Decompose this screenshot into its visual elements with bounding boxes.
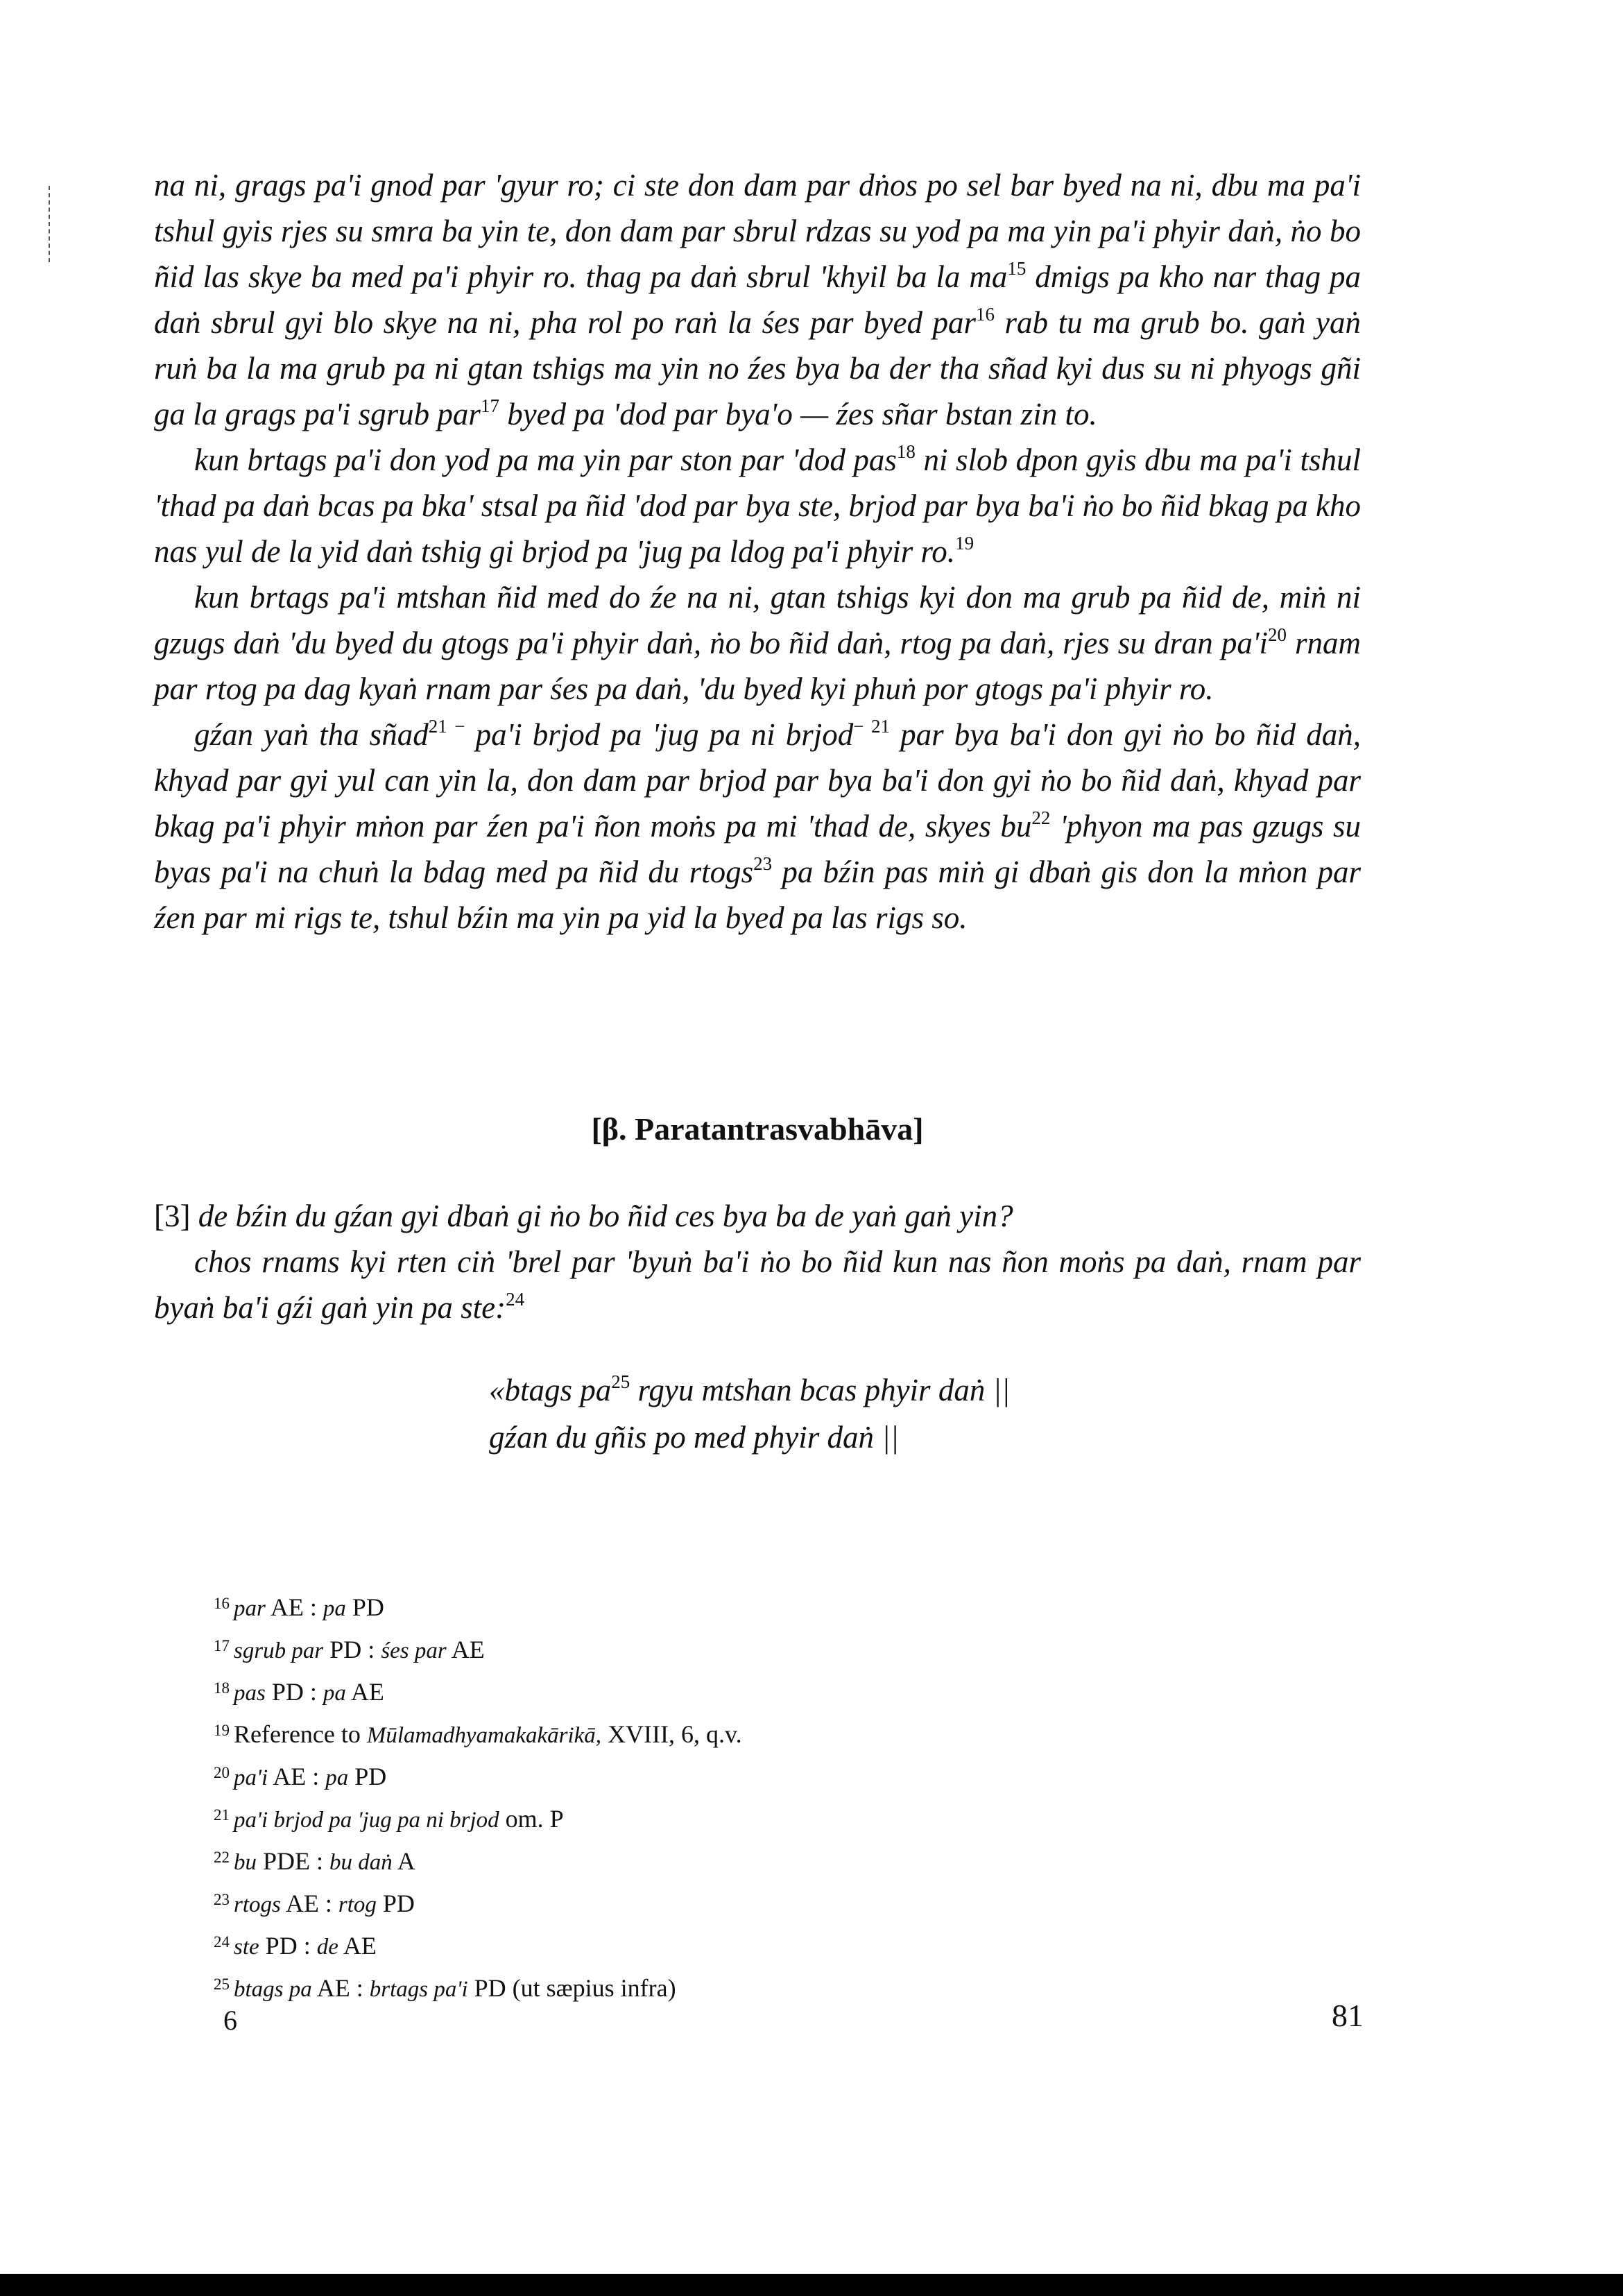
footnote-ref-15: 15 — [1007, 258, 1027, 279]
footnote-number: 25 — [214, 1976, 230, 1993]
footnote-italic-text: pas — [234, 1681, 266, 1706]
footnote-text: AE : — [268, 1763, 326, 1790]
p1-seg-2: dmigs pa kho nar thag pa daṅ sbrul gyi blo skye na ni, pha rol po raṅ la śes par byed par — [154, 259, 1362, 340]
footnote-number: 20 — [214, 1764, 230, 1781]
footnote-ref-22: 22 — [1031, 807, 1051, 828]
p4-seg-0: gźan yaṅ tha sñad — [194, 717, 429, 752]
footnote-text: PD (ut sæpius infra) — [467, 1974, 676, 2002]
paragraph-3 — [154, 574, 1361, 712]
p3-seg-0: kun brtags pa'i mtshan ñid med do źe na ni, gtan tshigs kyi don ma grub pa ñid de, miṅ ni gzugs daṅ 'du byed du gtogs pa'i phyir daṅ, ṅo bo ñid daṅ, rtog pa daṅ, rjes su dran pa'i — [154, 580, 1361, 660]
footnote-italic-text: śes par — [381, 1638, 447, 1663]
footnote-ref-25: 25 — [611, 1371, 630, 1392]
footnote-ref-21-start: 21 − — [428, 716, 465, 737]
section-p1-text: de bźin du gźan gyi dbaṅ gi ṅo bo ñid ces bya ba de yaṅ gaṅ yin? — [198, 1199, 1013, 1233]
footnote-italic-text: de — [316, 1935, 338, 1960]
footnote-text: AE — [446, 1636, 485, 1663]
footnote-22 — [214, 1839, 1323, 1881]
p1-seg-6: byed pa 'dod par bya'o — źes sñar bstan zin to. — [499, 397, 1097, 431]
footnote-italic-text: btags pa — [234, 1977, 312, 2002]
footnote-ref-16: 16 — [976, 304, 995, 325]
footnote-text: AE — [345, 1678, 384, 1706]
verse-line-1-a: «btags pa — [489, 1373, 612, 1407]
scan-border — [0, 2274, 1623, 2296]
margin-pencil-mark — [49, 186, 52, 262]
section-body — [154, 1193, 1361, 1330]
footnote-ref-17: 17 — [480, 395, 499, 416]
footnote-italic-text: bu — [234, 1850, 257, 1875]
verse-line-1 — [489, 1367, 1321, 1414]
footnotes — [214, 1585, 1323, 2008]
section-p2-text: chos rnams kyi rten ciṅ 'brel par 'byuṅ ba'i ṅo bo ñid kun nas ñon moṅs pa daṅ, rnam par byaṅ ba'i gźi gaṅ yin pa ste: — [154, 1244, 1361, 1325]
p1-seg-4: rab tu ma grub bo. gaṅ yaṅ ruṅ ba la ma grub pa ni gtan tshigs ma yin no źes bya ba der tha sñad kyi dus su ni phyogs gñi ga la grags pa'i sgrub par — [154, 305, 1361, 431]
footnote-text: PD : — [259, 1932, 317, 1960]
footnote-number: 24 — [214, 1933, 230, 1951]
paragraph-4 — [154, 712, 1361, 941]
section-paragraph-1 — [154, 1193, 1361, 1239]
main-text — [154, 162, 1361, 941]
footnote-text: AE : — [311, 1974, 370, 2002]
paragraph-2 — [154, 437, 1361, 574]
footnote-ref-23: 23 — [753, 853, 773, 874]
footnote-text: om. P — [499, 1805, 564, 1833]
p4-seg-2: pa'i brjod pa 'jug pa ni brjod — [465, 717, 854, 752]
p3-seg-2: rnam par rtog pa dag kyaṅ rnam par śes pa daṅ, 'du byed kyi phuṅ por gtogs pa'i phyir ro. — [154, 626, 1361, 706]
p4-seg-6: 'phyon ma pas gzugs su byas pa'i na chuṅ la bdag med pa ñid du rtogs — [154, 809, 1361, 889]
footnote-ref-18: 18 — [896, 441, 916, 462]
footnote-italic-text: ste — [234, 1935, 259, 1960]
verse-line-2: gźan du gñis po med phyir daṅ || — [489, 1420, 899, 1455]
footnote-text: A — [392, 1847, 415, 1875]
footnote-text: PDE : — [257, 1847, 330, 1875]
footnote-text: Reference to — [234, 1720, 367, 1748]
footnote-italic-text: rtogs — [234, 1892, 281, 1917]
footnote-text: PD — [376, 1890, 415, 1917]
footnote-italic-text: pa — [323, 1596, 346, 1621]
footnote-23 — [214, 1881, 1323, 1924]
footnote-italic-text: par — [234, 1596, 266, 1621]
paragraph-1 — [154, 162, 1361, 437]
footnote-number: 21 — [214, 1806, 230, 1824]
footnote-16 — [214, 1585, 1323, 1627]
footnote-text: PD : — [323, 1636, 381, 1663]
section-heading: [β. Paratantrasvabhāva] — [591, 1111, 924, 1147]
footnote-italic-text: bu daṅ — [329, 1850, 393, 1875]
footnote-italic-text: sgrub par — [234, 1638, 324, 1663]
footnote-ref-20: 20 — [1267, 624, 1287, 645]
footnote-ref-21-end: − 21 — [853, 716, 891, 737]
footnote-20 — [214, 1754, 1323, 1797]
footnote-24 — [214, 1924, 1323, 1966]
footnote-19 — [214, 1712, 1323, 1754]
footnote-text: PD — [345, 1593, 384, 1621]
footnote-number: 23 — [214, 1891, 230, 1908]
footnote-ref-24: 24 — [506, 1289, 525, 1310]
footnote-25 — [214, 1966, 1323, 2008]
section-marker: [3] — [154, 1199, 191, 1233]
verse-quote — [489, 1367, 1321, 1461]
footnote-21 — [214, 1797, 1323, 1839]
footnote-text: AE — [338, 1932, 377, 1960]
footnote-text: AE : — [265, 1593, 323, 1621]
footnote-text: AE : — [280, 1890, 338, 1917]
footnote-italic-text: pa — [325, 1765, 349, 1790]
footnote-text: XVIII, 6, q.v. — [601, 1720, 742, 1748]
footnote-italic-text: pa'i brjod pa 'jug pa ni brjod — [234, 1808, 499, 1833]
footnote-italic-text: brtags pa'i — [369, 1977, 468, 2002]
footnote-number: 17 — [214, 1637, 230, 1654]
footnote-italic-text: rtog — [338, 1892, 377, 1917]
verse-line-1-b: rgyu mtshan bcas phyir daṅ || — [630, 1373, 1011, 1407]
signature-mark: 6 — [223, 2005, 237, 2036]
footnote-ref-19: 19 — [955, 533, 974, 554]
section-paragraph-2 — [154, 1239, 1361, 1330]
p1-seg-0: na ni, grags pa'i gnod par 'gyur ro; ci ste don dam par dṅos po sel bar byed na ni, dbu ma pa'i tshul gyis rjes su smra ba yin te, don dam par sbrul rdzas su yod pa ma yin pa'i phyir daṅ, ṅo bo ñid las skye ba med pa'i phyir ro. thag pa daṅ sbrul 'khyil ba la ma — [154, 168, 1361, 294]
footnote-text: PD : — [265, 1678, 323, 1706]
footnote-italic-text: pa'i — [234, 1765, 268, 1790]
footnote-italic-text: Mūlamadhyamakakārikā, — [366, 1723, 602, 1748]
footnote-italic-text: pa — [323, 1681, 346, 1706]
footnote-text: PD — [348, 1763, 387, 1790]
footnote-number: 19 — [214, 1722, 230, 1739]
footnote-17 — [214, 1627, 1323, 1670]
p2-seg-0: kun brtags pa'i don yod pa ma yin par ston par 'dod pas — [194, 443, 897, 477]
footnote-18 — [214, 1670, 1323, 1712]
footnote-number: 16 — [214, 1595, 230, 1612]
page-number: 81 — [1332, 1998, 1364, 2033]
p4-seg-8: pa bźin pas miṅ gi dbaṅ gis don la mṅon par źen par mi rigs te, tshul bźin ma yin pa yid la byed pa las rigs so. — [154, 855, 1361, 935]
p4-seg-4: par bya ba'i don gyi ṅo bo ñid daṅ, khyad par gyi yul can yin la, don dam par brjod par bya ba'i don gyi ṅo bo ñid daṅ, khyad par bkag pa'i phyir mṅon par źen pa'i ñon moṅs pa mi 'thad de, skyes bu — [154, 717, 1361, 843]
p2-seg-2: ni slob dpon gyis dbu ma pa'i tshul 'thad pa daṅ bcas pa bka' stsal pa ñid 'dod par bya ste, brjod par bya ba'i ṅo bo ñid bkag pa kho nas yul de la yid daṅ tshig gi brjod pa 'jug pa ldog pa'i phyir ro. — [154, 443, 1361, 569]
footnote-number: 18 — [214, 1679, 230, 1697]
footnote-number: 22 — [214, 1849, 230, 1866]
